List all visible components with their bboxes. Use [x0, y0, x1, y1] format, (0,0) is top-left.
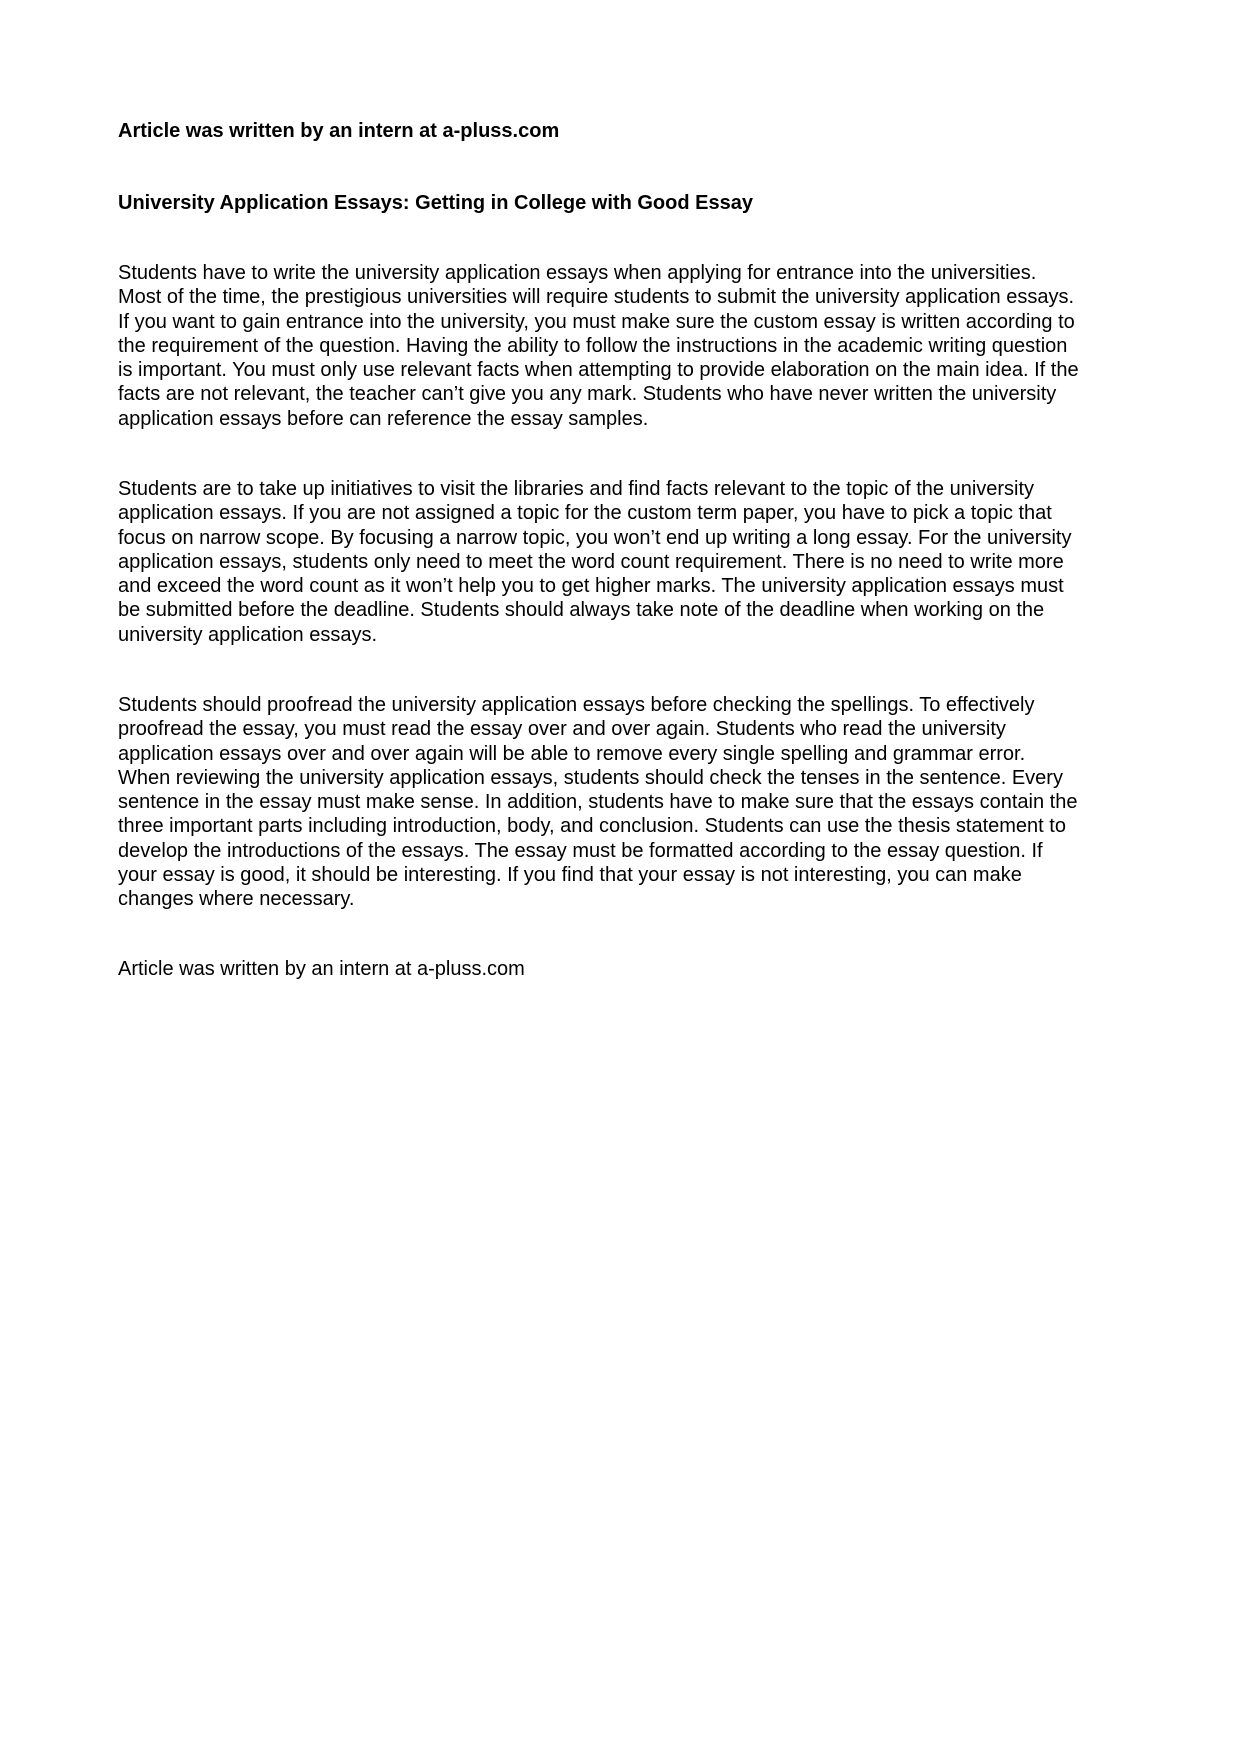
- paragraph-line: proofread the essay, you must read the essay over and over again. Students who read the university: [118, 718, 1006, 741]
- paragraph-line: application essays. If you are not assigned a topic for the custom term paper, you have to pick a topic that: [118, 502, 1052, 525]
- paragraph-3: [118, 693, 1128, 912]
- page-title: University Application Essays: Getting in College with Good Essay: [118, 192, 753, 214]
- paragraph-line: facts are not relevant, the teacher can’t give you any mark. Students who have never written the university: [118, 383, 1057, 406]
- paragraph-line: three important parts including introduction, body, and conclusion. Students can use the thesis statement to: [118, 815, 1066, 838]
- paragraph-line: Students are to take up initiatives to visit the libraries and find facts relevant to the topic of the university: [118, 478, 1035, 500]
- credit-heading: Article was written by an intern at a-pluss.com: [118, 120, 560, 142]
- paragraph-line: When reviewing the university application essays, students should check the tenses in the sentence. Every: [118, 766, 1063, 789]
- paragraph-2: [118, 477, 1128, 647]
- paragraph-line: Most of the time, the prestigious universities will require students to submit the university application essays.: [118, 286, 1074, 309]
- paragraph-line: be submitted before the deadline. Students should always take note of the deadline when working on the: [118, 599, 1045, 622]
- paragraph-line: and exceed the word count as it won’t help you to get higher marks. The university application essays must: [118, 575, 1064, 598]
- paragraph-line: focus on narrow scope. By focusing a narrow topic, you won’t end up writing a long essay. For the university: [118, 526, 1072, 549]
- paragraph-line: is important. You must only use relevant facts when attempting to provide elaboration on the main idea. If the: [118, 359, 1079, 382]
- paragraph-line: Students should proofread the university application essays before checking the spellings. To effectively: [118, 694, 1035, 716]
- paragraph-line: changes where necessary.: [118, 888, 355, 911]
- paragraph-1: [118, 261, 1128, 431]
- paragraph-line: your essay is good, it should be interesting. If you find that your essay is not interesting, you can make: [118, 864, 1022, 887]
- credit-footer: Article was written by an intern at a-pluss.com: [118, 958, 525, 980]
- paragraph-line: Students have to write the university application essays when applying for entrance into the universities.: [118, 262, 1037, 284]
- paragraph-line: develop the introductions of the essays. The essay must be formatted according to the essay question. If: [118, 839, 1043, 862]
- paragraph-line: university application essays.: [118, 623, 378, 646]
- paragraph-line: application essays, students only need to meet the word count requirement. There is no need to write more: [118, 550, 1064, 573]
- paragraph-line: the requirement of the question. Having the ability to follow the instructions in the academic writing question: [118, 334, 1068, 357]
- paragraph-line: If you want to gain entrance into the university, you must make sure the custom essay is written according to: [118, 310, 1075, 333]
- paragraph-line: sentence in the essay must make sense. In addition, students have to make sure that the essays contain the: [118, 791, 1078, 814]
- paragraph-line: application essays before can reference the essay samples.: [118, 407, 649, 430]
- paragraph-line: application essays over and over again will be able to remove every single spelling and grammar error.: [118, 742, 1026, 765]
